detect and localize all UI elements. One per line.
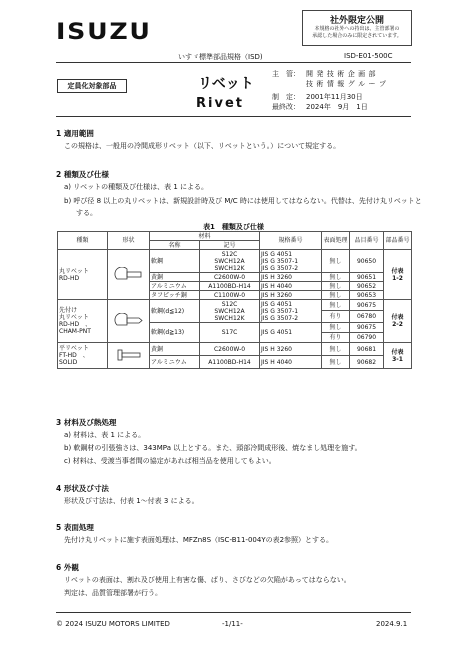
part-cell: 90675: [350, 300, 384, 311]
section-4-text: 形状及び寸法は、付表 1～付表 3 による。: [64, 497, 199, 505]
mat-name-cell: アルミニウム: [150, 356, 200, 369]
section-2-b-line1: b) 呼び径 8 以上の丸リベットは、新規設計時及び M/C 時には使用してはならない。代替は、先付け丸リベットと: [64, 197, 422, 205]
mat-code-cell: S12C SWCH12A SWCH12K: [200, 300, 260, 323]
section-4-title: 4 形状及び寸法: [56, 484, 109, 493]
footer-rule: [56, 612, 411, 613]
surface-cell: 無し: [322, 250, 350, 273]
mat-name-cell: 黄銅: [150, 273, 200, 282]
appx-cell: 付表 2-2: [384, 300, 412, 343]
std-cell: JIS H 3260: [260, 291, 322, 300]
std-cell: JIS G 4051 JIS G 3507-1 JIS G 3507-2: [260, 250, 322, 273]
kind-round-rivet: 丸リベット RD-HD: [58, 250, 108, 300]
part-cell: 90675: [350, 323, 384, 333]
footer-date: 2024.9.1: [376, 620, 408, 628]
title-rule: [56, 116, 411, 117]
header-mat-name: 名称: [150, 241, 200, 250]
section-3-a: a) 材料は、表 1 による。: [64, 431, 146, 439]
doc-code: ISD-E01-500C: [344, 52, 393, 60]
mat-name-cell: アルミニウム: [150, 282, 200, 291]
std-cell: JIS G 4051: [260, 323, 322, 343]
mat-name-cell: タフピッチ銅: [150, 291, 200, 300]
surface-cell: 無し: [322, 282, 350, 291]
footer-page: -1/11-: [222, 620, 243, 628]
surface-cell: 有り: [322, 333, 350, 343]
appx-cell: 付表 3-1: [384, 343, 412, 369]
confidential-note-2: 承認した場合のみに限定されています。: [312, 33, 402, 39]
flat-rivet-icon: [114, 348, 144, 362]
section-2-a: a) リベットの種類及び仕様は、表 1 による。: [64, 183, 209, 191]
appx-cell: 付表 1-2: [384, 250, 412, 300]
section-6-text-2: 判定は、品質管理部署が行う。: [64, 589, 162, 597]
mat-code-cell: A1100BD-H14: [200, 282, 260, 291]
table-caption: 表1 種類及び仕様: [203, 223, 264, 231]
owner-dept: 開 発 技 術 企 画 部: [306, 70, 377, 78]
section-5-title: 5 表面処理: [56, 523, 94, 532]
part-cell: 90652: [350, 282, 384, 291]
std-cell: JIS H 4040: [260, 356, 322, 369]
section-3-title: 3 材料及び熱処理: [56, 418, 117, 427]
created-date: 2001年11月30日: [306, 93, 363, 101]
header-part: 品目番号: [350, 232, 384, 250]
part-cell: 90682: [350, 356, 384, 369]
owner-group: 技 術 情 報 グ ル ー プ: [306, 80, 387, 88]
section-3-c: c) 材料は、受渡当事者間の協定があれば相当品を使用してもよい。: [64, 457, 276, 465]
mat-name-cell: 軟鋼(d≧13): [150, 323, 200, 343]
mat-name-cell: 軟鋼(d≦12): [150, 300, 200, 323]
surface-cell: 無し: [322, 300, 350, 311]
kind-flat-rivet: 平リベット FT-HD 、 SOLID: [58, 343, 108, 369]
mat-code-cell: A1100BD-H14: [200, 356, 260, 369]
preset-rivet-icon: [114, 313, 144, 327]
section-5-text: 先付け丸リベットに施す表面処理は、MFZn8S（ISC-B11-004Yの表2参照）とする。: [64, 536, 334, 544]
header-surface: 表面処理: [322, 232, 350, 250]
surface-cell: 無し: [322, 356, 350, 369]
surface-cell: 無し: [322, 291, 350, 300]
shape-preset-rivet: [108, 300, 150, 343]
part-cell: 06790: [350, 333, 384, 343]
spec-table: [57, 231, 412, 369]
surface-cell: 無し: [322, 323, 350, 333]
standard-name: いすゞ標準部品規格（ISD): [178, 53, 263, 61]
created-label: 制 定：: [272, 93, 300, 101]
mat-code-cell: C1100W-0: [200, 291, 260, 300]
part-cell: 90650: [350, 250, 384, 273]
header-appx: 部品番号: [384, 232, 412, 250]
section-3-b: b) 軟鋼材の引張強さは、343MPa 以上とする。また、頭部冷間成形後、焼なまし処理を施す。: [64, 444, 362, 452]
header-kind: 種類: [58, 232, 108, 250]
std-cell: JIS H 3260: [260, 343, 322, 356]
shape-flat-rivet: [108, 343, 150, 369]
header-mat-code: 記号: [200, 241, 260, 250]
mat-code-cell: S12C SWCH12A SWCH12K: [200, 250, 260, 273]
part-cell: 90681: [350, 343, 384, 356]
section-1-title: 1 適用範囲: [56, 129, 94, 138]
section-2-title: 2 種類及び仕様: [56, 170, 109, 179]
shape-round-rivet: [108, 250, 150, 300]
std-cell: JIS H 4040: [260, 282, 322, 291]
part-cell: 90651: [350, 273, 384, 282]
mat-code-cell: S17C: [200, 323, 260, 343]
section-6-text-1: リベットの表面は、割れ及び使用上有害な傷、ばり、さびなどの欠陥があってはならない。: [64, 576, 351, 584]
target-part-badge: 定員化対象部品: [57, 79, 127, 93]
round-rivet-icon: [114, 267, 144, 281]
surface-cell: 無し: [322, 343, 350, 356]
std-cell: JIS H 3260: [260, 273, 322, 282]
kind-preset-rivet: 先付け 丸リベット RD-HD 、 CHAM-PNT: [58, 300, 108, 343]
confidential-title: 社外限定公開: [329, 16, 384, 26]
footer-copyright: © 2024 ISUZU MOTORS LIMITED: [56, 620, 170, 628]
owner-label: 主 管：: [272, 70, 300, 78]
mat-name-cell: 黄銅: [150, 343, 200, 356]
revised-label: 最終改：: [272, 103, 300, 111]
header-material: 材料: [150, 232, 260, 241]
std-cell: JIS G 4051 JIS G 3507-1 JIS G 3507-2: [260, 300, 322, 323]
confidential-box: [302, 10, 412, 46]
mat-code-cell: C2600W-0: [200, 343, 260, 356]
surface-cell: 有り: [322, 311, 350, 323]
header-std: 規格番号: [260, 232, 322, 250]
section-6-title: 6 外観: [56, 563, 79, 572]
header-shape: 形状: [108, 232, 150, 250]
header-rule: [56, 62, 411, 63]
mat-name-cell: 軟鋼: [150, 250, 200, 273]
section-2-b-line2: する。: [76, 209, 97, 217]
surface-cell: 無し: [322, 273, 350, 282]
section-1-text: この規格は、一般用の冷間成形リベット（以下、リベットという。）について規定する。: [64, 142, 341, 150]
part-cell: 06780: [350, 311, 384, 323]
part-cell: 90653: [350, 291, 384, 300]
confidential-note-1: 本規格の社外への持出は、主管部署の: [314, 26, 400, 32]
isuzu-logo: ISUZU: [56, 20, 152, 45]
revised-date: 2024年 9月 1日: [306, 103, 368, 111]
mat-code-cell: C2600W-0: [200, 273, 260, 282]
title-japanese: リベット: [198, 76, 254, 92]
title-english: Rivet: [196, 96, 244, 111]
